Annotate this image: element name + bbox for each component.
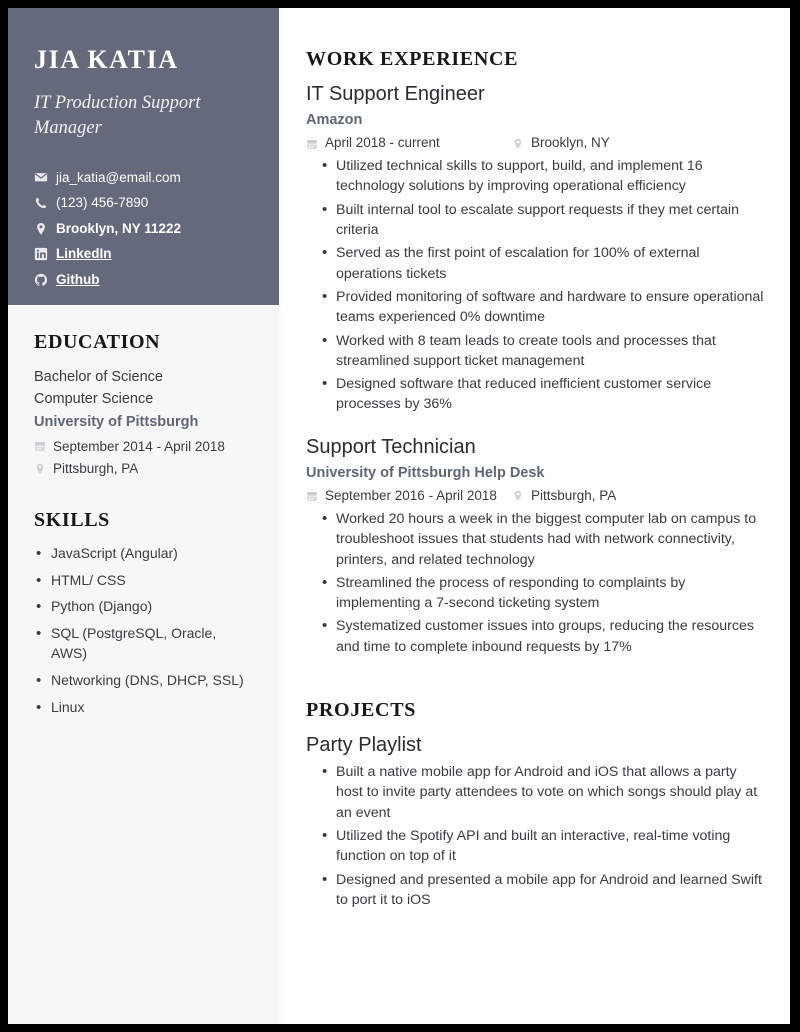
section-spacer [306, 677, 764, 699]
project-entry [306, 733, 764, 910]
main-content [281, 8, 790, 1024]
sidebar-header [8, 8, 279, 305]
map-pin-icon [34, 222, 48, 236]
contact-email [34, 168, 253, 188]
job-bullets [306, 156, 764, 415]
list-item: • Provided monitoring of software and hardware to ensure operational teams experienced 0% downtime [306, 287, 764, 328]
list-item: • Python (Django) [34, 597, 253, 617]
contact-location-text: Brooklyn, NY 11222 [56, 220, 182, 236]
list-item: • JavaScript (Angular) [34, 544, 253, 564]
envelope-icon [34, 170, 48, 184]
linkedin-icon [34, 247, 48, 261]
education-dates-text: September 2014 - April 2018 [53, 438, 225, 454]
job-company: University of Pittsburgh Help Desk [306, 464, 545, 481]
project-bullets [306, 762, 764, 910]
projects-heading: PROJECTS [306, 699, 417, 722]
skills-list [34, 544, 253, 718]
list-item: • Utilized the Spotify API and built an interactive, real-time voting function on top of it [306, 826, 764, 867]
contact-linkedin[interactable] [34, 244, 253, 264]
calendar-icon [306, 138, 318, 150]
candidate-job-title: IT Production Support Manager [34, 92, 201, 139]
map-pin-icon [512, 138, 524, 150]
list-item: • Linux [34, 698, 253, 718]
calendar-icon [34, 440, 46, 452]
job-entry [306, 435, 764, 657]
contact-linkedin-link[interactable]: LinkedIn [56, 246, 112, 262]
contact-location [34, 219, 253, 239]
list-item: • Streamlined the process of responding to complaints by implementing a 7-second ticketing system [306, 573, 764, 614]
github-icon [34, 273, 48, 287]
job-location-text: Pittsburgh, PA [531, 488, 617, 504]
map-pin-icon [34, 463, 46, 475]
skills-heading: SKILLS [34, 508, 110, 531]
sidebar-body [8, 305, 279, 1024]
job-entry [306, 82, 764, 415]
job-dates-text: April 2018 - current [325, 135, 440, 151]
job-dates [306, 487, 512, 506]
list-item: • Networking (DNS, DHCP, SSL) [34, 671, 253, 691]
education-location [34, 459, 253, 479]
job-dates [306, 134, 512, 153]
contact-email-text: jia_katia@email.com [56, 169, 181, 185]
skills-section [34, 509, 253, 718]
education-location-text: Pittsburgh, PA [53, 461, 139, 477]
contact-phone [34, 193, 253, 213]
contact-github[interactable] [34, 270, 253, 290]
job-location [512, 134, 610, 153]
job-title: Support Technician [306, 435, 476, 458]
job-company: Amazon [306, 112, 363, 128]
education-section [34, 331, 253, 479]
sidebar [8, 8, 279, 1024]
work-experience-heading: WORK EXPERIENCE [306, 48, 519, 70]
job-location [512, 487, 616, 506]
list-item: • Served as the first point of escalation for 100% of external operations tickets [306, 243, 764, 284]
phone-icon [34, 196, 48, 210]
education-field: Computer Science [34, 391, 154, 408]
job-dates-text: September 2016 - April 2018 [325, 488, 497, 504]
contact-list [34, 168, 253, 290]
project-title: Party Playlist [306, 734, 422, 757]
education-school: University of Pittsburgh [34, 414, 199, 431]
job-meta [306, 134, 764, 153]
list-item: • Utilized technical skills to support, build, and implement 16 technology solutions by improving operational efficiency [306, 156, 764, 197]
candidate-name: JIA KATIA [34, 45, 179, 74]
list-item: • Built internal tool to escalate support requests if they met certain criteria [306, 200, 764, 241]
resume-page [8, 8, 790, 1024]
calendar-icon [306, 490, 318, 502]
list-item: • Designed software that reduced inefficient customer service processes by 36% [306, 374, 764, 415]
job-meta [306, 487, 764, 506]
education-dates [34, 437, 253, 457]
education-heading: EDUCATION [34, 331, 161, 353]
job-location-text: Brooklyn, NY [531, 135, 610, 151]
map-pin-icon [512, 490, 524, 502]
contact-github-link[interactable]: Github [56, 271, 100, 287]
list-item: • SQL (PostgreSQL, Oracle, AWS) [34, 624, 253, 664]
list-item: • HTML/ CSS [34, 571, 253, 591]
list-item: • Designed and presented a mobile app for Android and learned Swift to port it to iOS [306, 870, 764, 911]
list-item: • Systematized customer issues into groups, reducing the resources and time to complete inbound requests by 17% [306, 616, 764, 657]
job-bullets [306, 509, 764, 657]
list-item: • Worked 20 hours a week in the biggest computer lab on campus to troubleshoot issues that students had with network connectivity, printers, and related technology [306, 509, 764, 570]
contact-phone-text: (123) 456-7890 [56, 195, 149, 211]
job-title: IT Support Engineer [306, 83, 485, 105]
education-degree: Bachelor of Science [34, 369, 163, 385]
list-item: • Built a native mobile app for Android and iOS that allows a party host to invite party attendees to vote on which songs should play at an event [306, 762, 764, 823]
list-item: • Worked with 8 team leads to create tools and processes that streamlined support ticket management [306, 331, 764, 372]
